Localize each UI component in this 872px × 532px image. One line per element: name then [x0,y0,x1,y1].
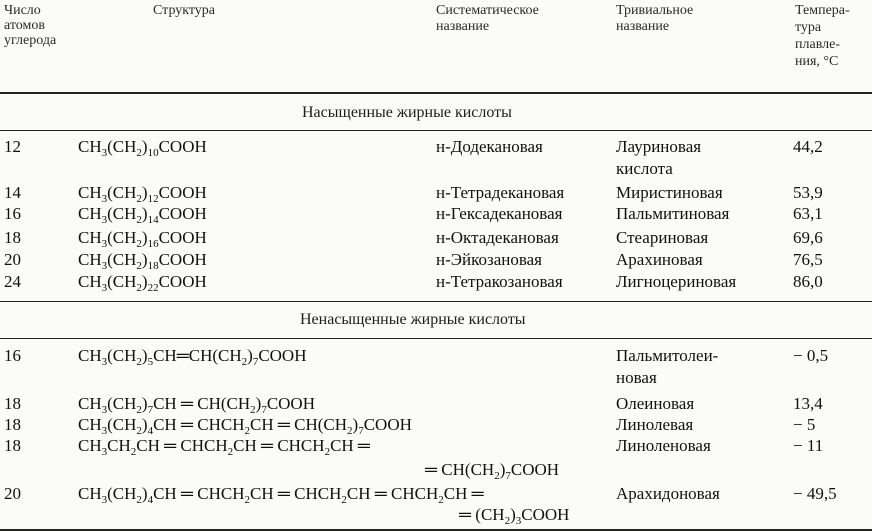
header-melting-point: Темпера- тура плавле- ния, °C [795,3,850,69]
melting-point: 86,0 [793,272,823,291]
table-bottom-rule [0,529,872,531]
formula: $CH_3(CH_2)_{14}COOH$ [78,204,207,226]
carbon-count: 16 [4,346,21,365]
trivial-name: Миристиновая [616,183,723,202]
trivial-name: Лигноцериновая [616,272,737,291]
carbon-count: 18 [4,415,21,434]
header-structure: Структура [153,3,216,18]
header-rule [0,92,872,94]
formula: $CH_3(CH_2)_{22}COOH$ [78,272,207,294]
systematic-name: н-Тетрадекановая [436,183,565,202]
section-rule-3 [0,338,872,339]
systematic-name: н-Додекановая [436,137,543,156]
header-systematic-name: Систематическое название [436,3,539,34]
formula-linoleic: $CH_3(CH_2)_4CH$ ═ $CHCH_2CH$ ═ $CH(CH_2)_7COOH$ [78,415,412,437]
melting-point: 63,1 [793,204,823,223]
header-carbons: Число атомов углерода [4,3,57,48]
melting-point: 53,9 [793,183,823,202]
section-unsaturated-title: Ненасыщенные жирные кислоты [300,311,526,328]
melting-point: − 11 [793,436,824,455]
carbon-count: 18 [4,436,21,455]
carbon-count: 12 [4,137,21,156]
melting-point: − 49,5 [793,484,837,503]
melting-point: 44,2 [793,137,823,156]
systematic-name: н-Гексадекановая [436,204,563,223]
trivial-name: Пальмитолеи- новая [616,346,719,387]
carbon-count: 18 [4,394,21,413]
header-trivial-name: Тривиальное название [616,3,694,34]
systematic-name: н-Эйкозановая [436,250,543,269]
trivial-name: Лауриновая кислота [616,137,702,178]
carbon-count: 18 [4,228,21,247]
carbon-count: 20 [4,484,21,503]
formula: $CH_3(CH_2)_{18}COOH$ [78,250,207,272]
formula-oleic: $CH_3(CH_2)_7CH$ ═ $CH(CH_2)_7COOH$ [78,394,315,416]
formula-linolenic-line2: ═ $CH(CH_2)_7COOH$ [425,460,560,482]
trivial-name: Арахиновая [616,250,703,269]
formula-palmitoleic: $CH_3(CH_2)_5CH═CH(CH_2)_7COOH$ [78,346,307,368]
section-rule-1 [0,130,872,131]
melting-point: − 0,5 [793,346,829,365]
carbon-count: 24 [4,272,21,291]
melting-point: 76,5 [793,250,823,269]
trivial-name: Олеиновая [616,394,695,413]
trivial-name: Арахидоновая [616,484,720,503]
formula: $CH_3(CH_2)_{12}COOH$ [78,183,207,205]
systematic-name: н-Октадекановая [436,228,559,247]
trivial-name: Пальмитиновая [616,204,730,223]
carbon-count: 20 [4,250,21,269]
trivial-name: Линолевая [616,415,694,434]
melting-point: 13,4 [793,394,823,413]
melting-point: 69,6 [793,228,823,247]
formula-arachidonic-line1: $CH_3(CH_2)_4CH$ ═ $CHCH_2CH$ ═ $CHCH_2CH$ ═ $CHCH_2CH$ ═ [78,484,484,506]
systematic-name: н-Тетракозановая [436,272,563,291]
formula: $CH_3(CH_2)_{10}COOH$ [78,137,207,159]
trivial-name: Стеариновая [616,228,709,247]
carbon-count: 14 [4,183,21,202]
melting-point: − 5 [793,415,816,434]
trivial-name: Линоленовая [616,436,711,455]
section-saturated-title: Насыщенные жирные кислоты [302,104,512,121]
carbon-count: 16 [4,204,21,223]
formula-arachidonic-line2: ═ $(CH_2)_3COOH$ [459,505,570,527]
formula-linolenic-line1: $CH_3CH_2CH$ ═ $CHCH_2CH$ ═ $CHCH_2CH$ ═ [78,436,370,458]
formula: $CH_3(CH_2)_{16}COOH$ [78,228,207,250]
section-rule-2 [0,301,872,302]
